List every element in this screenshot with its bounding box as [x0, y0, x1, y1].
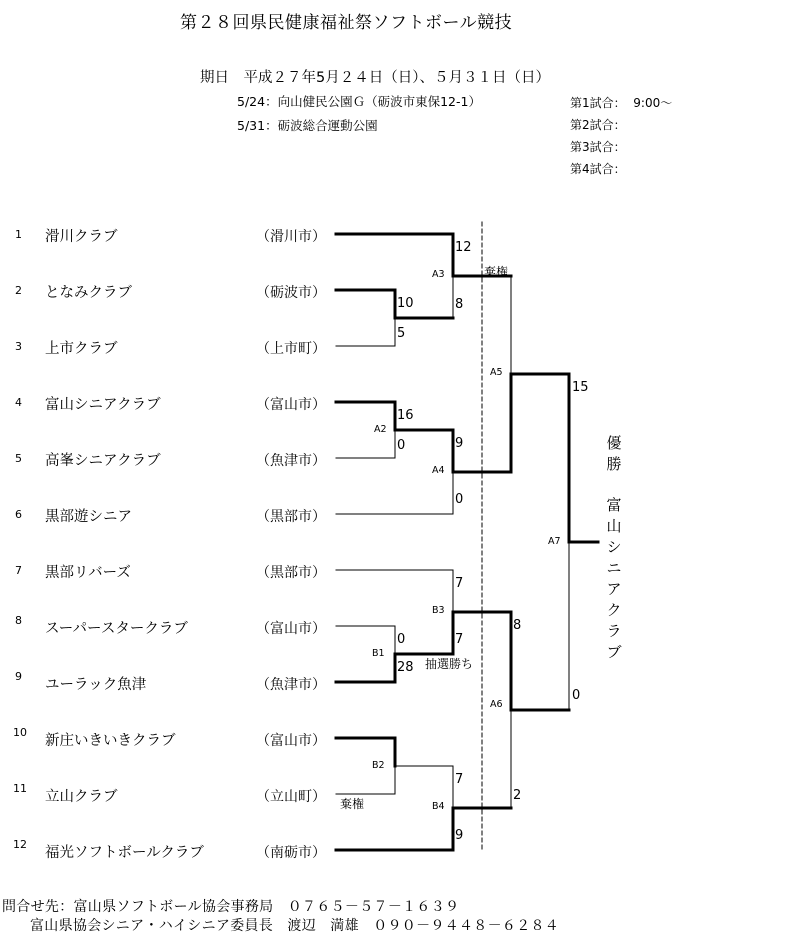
game-2-label: 第2試合：	[570, 118, 626, 132]
score-a3-bottom: 8	[455, 297, 464, 312]
score-b1-top: 0	[397, 632, 406, 647]
team-11-name: 立山クラブ	[45, 789, 118, 805]
page-title: 第２８回県民健康福祉祭ソフトボール競技	[180, 13, 513, 33]
game-1-time: 9:00～	[633, 96, 673, 110]
team-8-number: 8	[15, 614, 22, 627]
contact-chairman: 富山県協会シニア・ハイシニア委員長 渡辺 満雄 ０９０－９４４８－６２８４	[30, 918, 560, 934]
score-a2-bottom: 0	[397, 438, 406, 453]
team-5-number: 5	[15, 452, 22, 465]
team-4-city: （富山市）	[256, 397, 326, 413]
match-label-a6: A6	[490, 699, 503, 710]
team-1-name: 滑川クラブ	[45, 229, 118, 245]
team-9-number: 9	[15, 670, 22, 683]
score-b3-bottom: 7	[455, 632, 464, 647]
team-2-number: 2	[15, 284, 22, 297]
event-dates: 期日 平成２７年5月２４日（日）、５月３１日（日）	[200, 70, 550, 86]
team-10-city: （富山市）	[256, 733, 326, 749]
team-12-city: （南砺市）	[256, 845, 326, 861]
team-5-name: 高峯シニアクラブ	[45, 453, 161, 469]
score-a4-top: 9	[455, 436, 464, 451]
game-1-label: 第1試合：	[570, 96, 626, 110]
score-a1-bottom: 5	[397, 326, 406, 341]
team-7-number: 7	[15, 564, 22, 577]
team-3-city: （上市町）	[256, 341, 326, 357]
team-9-city: （魚津市）	[256, 677, 326, 693]
match-label-b3: B3	[432, 605, 445, 616]
match-label-a7: A7	[548, 536, 561, 547]
match-label-b4: B4	[432, 801, 445, 812]
match-label-b2: B2	[372, 760, 385, 771]
team-9-name: ユーラック魚津	[45, 677, 147, 693]
team-4-number: 4	[15, 396, 22, 409]
team-2-name: となみクラブ	[45, 285, 132, 301]
venue-1: 5/24：向山健民公園Ｇ（砺波市東保12-1）	[237, 94, 481, 109]
team-8-city: （富山市）	[256, 621, 326, 637]
score-a3-top: 12	[455, 240, 472, 255]
match-label-a4: A4	[432, 465, 445, 476]
team-12-number: 12	[13, 838, 27, 851]
score-a2-top: 16	[397, 408, 414, 423]
contact-office: 問合せ先：富山県ソフトボール協会事務局 ０７６５－５７－１６３９	[2, 899, 460, 915]
champion-heading: 優勝	[606, 434, 622, 473]
score-a4-bottom: 0	[455, 492, 464, 507]
team-3-number: 3	[15, 340, 22, 353]
score-b1-bottom: 28	[397, 660, 414, 675]
team-4-name: 富山シニアクラブ	[45, 397, 161, 413]
score-b4-top: 7	[455, 772, 464, 787]
venue-2: 5/31：砺波総合運動公園	[237, 118, 378, 133]
team-8-name: スーパースタークラブ	[45, 621, 188, 637]
match-label-b1: B1	[372, 648, 385, 659]
team-6-number: 6	[15, 508, 22, 521]
team-6-city: （黒部市）	[256, 509, 326, 525]
team-11-city: （立山町）	[256, 789, 326, 805]
score-b4-bottom: 9	[455, 828, 464, 843]
match-label-a3: A3	[432, 269, 445, 280]
team-1-number: 1	[15, 228, 22, 241]
match-label-a2: A2	[374, 424, 387, 435]
team-7-city: （黒部市）	[256, 565, 326, 581]
note-b3-lottery-win: 抽選勝ち	[425, 657, 474, 671]
team-5-city: （魚津市）	[256, 453, 326, 469]
team-7-name: 黒部リバーズ	[45, 565, 131, 581]
note-b2-forfeit: 棄権	[340, 797, 365, 811]
score-b3-top: 7	[455, 576, 464, 591]
champion-team: 富山シニアクラブ	[606, 496, 622, 661]
game-4-label: 第4試合：	[570, 162, 626, 176]
match-label-a5: A5	[490, 367, 503, 378]
team-10-number: 10	[13, 726, 27, 739]
score-a6-top: 8	[513, 618, 522, 633]
team-10-name: 新庄いきいきクラブ	[45, 733, 176, 749]
team-1-city: （滑川市）	[256, 229, 326, 245]
team-6-name: 黒部遊シニア	[45, 509, 132, 525]
game-3-label: 第3試合：	[570, 140, 626, 154]
score-a7-bottom: 0	[572, 688, 581, 703]
team-12-name: 福光ソフトボールクラブ	[45, 845, 204, 861]
score-a6-bottom: 2	[513, 788, 522, 803]
team-2-city: （砺波市）	[256, 285, 326, 301]
note-a3-forfeit: 棄権	[484, 265, 509, 279]
team-3-name: 上市クラブ	[45, 341, 118, 357]
team-11-number: 11	[13, 782, 27, 795]
score-a5-top: 15	[572, 380, 589, 395]
score-a1-top: 10	[397, 296, 414, 311]
